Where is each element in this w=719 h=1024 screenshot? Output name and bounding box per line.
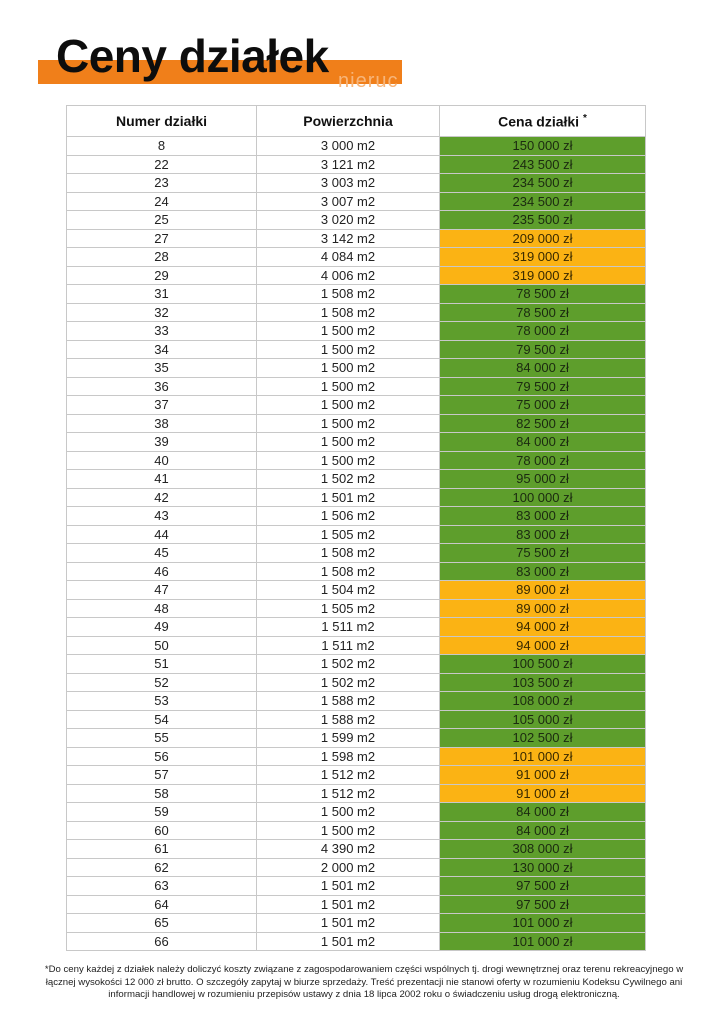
plot-number-cell: 43	[67, 507, 257, 526]
plot-number-cell: 47	[67, 581, 257, 600]
price-cell: 84 000 zł	[440, 433, 646, 452]
price-cell: 83 000 zł	[440, 507, 646, 526]
area-cell: 3 007 m2	[257, 192, 440, 211]
area-cell: 1 500 m2	[257, 377, 440, 396]
plot-number-cell: 52	[67, 673, 257, 692]
price-cell: 89 000 zł	[440, 581, 646, 600]
area-cell: 1 501 m2	[257, 914, 440, 933]
plot-number-cell: 22	[67, 155, 257, 174]
plot-number-cell: 33	[67, 322, 257, 341]
table-row	[67, 229, 646, 248]
table-row	[67, 359, 646, 378]
area-cell: 1 500 m2	[257, 821, 440, 840]
table-body	[67, 137, 646, 951]
table-row	[67, 507, 646, 526]
price-asterisk: *	[582, 112, 587, 124]
price-cell: 79 500 zł	[440, 340, 646, 359]
area-cell: 1 500 m2	[257, 322, 440, 341]
column-header-price	[440, 106, 646, 137]
plot-number-cell: 60	[67, 821, 257, 840]
plot-number-cell: 38	[67, 414, 257, 433]
price-cell: 234 500 zł	[440, 192, 646, 211]
plot-number-cell: 50	[67, 636, 257, 655]
area-cell: 1 500 m2	[257, 396, 440, 415]
plot-number-cell: 44	[67, 525, 257, 544]
area-cell: 3 020 m2	[257, 211, 440, 230]
table-row	[67, 655, 646, 674]
price-cell: 101 000 zł	[440, 747, 646, 766]
plot-number-cell: 36	[67, 377, 257, 396]
table-row	[67, 618, 646, 637]
price-cell: 84 000 zł	[440, 803, 646, 822]
price-cell: 75 000 zł	[440, 396, 646, 415]
table-row	[67, 692, 646, 711]
table-row	[67, 729, 646, 748]
table-row	[67, 895, 646, 914]
plot-number-cell: 27	[67, 229, 257, 248]
price-cell: 79 500 zł	[440, 377, 646, 396]
area-cell: 3 003 m2	[257, 174, 440, 193]
area-cell: 1 511 m2	[257, 636, 440, 655]
area-cell: 1 502 m2	[257, 470, 440, 489]
table-row	[67, 414, 646, 433]
price-cell: 78 000 zł	[440, 451, 646, 470]
price-cell: 100 500 zł	[440, 655, 646, 674]
plot-number-cell: 59	[67, 803, 257, 822]
plot-number-cell: 46	[67, 562, 257, 581]
price-cell: 150 000 zł	[440, 137, 646, 156]
area-cell: 1 500 m2	[257, 340, 440, 359]
area-cell: 1 501 m2	[257, 895, 440, 914]
price-cell: 319 000 zł	[440, 248, 646, 267]
price-cell: 97 500 zł	[440, 895, 646, 914]
page-header	[38, 28, 408, 92]
column-header-price-label: Cena działki	[498, 113, 580, 130]
price-cell: 82 500 zł	[440, 414, 646, 433]
price-cell: 234 500 zł	[440, 174, 646, 193]
table-row	[67, 433, 646, 452]
table-row	[67, 710, 646, 729]
area-cell: 1 512 m2	[257, 766, 440, 785]
area-cell: 2 000 m2	[257, 858, 440, 877]
plot-number-cell: 45	[67, 544, 257, 563]
area-cell: 1 508 m2	[257, 303, 440, 322]
table-row	[67, 581, 646, 600]
table-row	[67, 192, 646, 211]
table-row	[67, 766, 646, 785]
price-cell: 308 000 zł	[440, 840, 646, 859]
area-cell: 1 505 m2	[257, 525, 440, 544]
price-cell: 101 000 zł	[440, 932, 646, 951]
price-cell: 83 000 zł	[440, 525, 646, 544]
price-cell: 209 000 zł	[440, 229, 646, 248]
plot-number-cell: 53	[67, 692, 257, 711]
area-cell: 4 006 m2	[257, 266, 440, 285]
area-cell: 1 500 m2	[257, 803, 440, 822]
price-table	[66, 105, 646, 951]
plot-number-cell: 39	[67, 433, 257, 452]
price-cell: 89 000 zł	[440, 599, 646, 618]
plot-number-cell: 28	[67, 248, 257, 267]
area-cell: 1 501 m2	[257, 877, 440, 896]
table-row	[67, 877, 646, 896]
table-row	[67, 599, 646, 618]
area-cell: 1 502 m2	[257, 655, 440, 674]
plot-number-cell: 40	[67, 451, 257, 470]
area-cell: 1 588 m2	[257, 692, 440, 711]
table-row	[67, 248, 646, 267]
table-row	[67, 211, 646, 230]
plot-number-cell: 49	[67, 618, 257, 637]
area-cell: 1 500 m2	[257, 433, 440, 452]
plot-number-cell: 55	[67, 729, 257, 748]
plot-number-cell: 24	[67, 192, 257, 211]
plot-number-cell: 25	[67, 211, 257, 230]
area-cell: 1 501 m2	[257, 488, 440, 507]
plot-number-cell: 29	[67, 266, 257, 285]
plot-number-cell: 64	[67, 895, 257, 914]
price-cell: 91 000 zł	[440, 784, 646, 803]
table-row	[67, 377, 646, 396]
plot-number-cell: 51	[67, 655, 257, 674]
table-row	[67, 562, 646, 581]
table-row	[67, 285, 646, 304]
plot-number-cell: 41	[67, 470, 257, 489]
plot-number-cell: 48	[67, 599, 257, 618]
plot-number-cell: 42	[67, 488, 257, 507]
area-cell: 1 500 m2	[257, 359, 440, 378]
table-row	[67, 858, 646, 877]
area-cell: 1 501 m2	[257, 932, 440, 951]
price-cell: 243 500 zł	[440, 155, 646, 174]
price-cell: 84 000 zł	[440, 821, 646, 840]
price-cell: 83 000 zł	[440, 562, 646, 581]
price-cell: 78 500 zł	[440, 303, 646, 322]
price-cell: 75 500 zł	[440, 544, 646, 563]
table-row	[67, 340, 646, 359]
area-cell: 4 390 m2	[257, 840, 440, 859]
price-cell: 101 000 zł	[440, 914, 646, 933]
plot-number-cell: 8	[67, 137, 257, 156]
area-cell: 1 598 m2	[257, 747, 440, 766]
plot-number-cell: 57	[67, 766, 257, 785]
table-row	[67, 747, 646, 766]
table-row	[67, 840, 646, 859]
area-cell: 1 505 m2	[257, 599, 440, 618]
column-header-plot-number: Numer działki	[67, 106, 257, 137]
plot-number-cell: 63	[67, 877, 257, 896]
price-cell: 235 500 zł	[440, 211, 646, 230]
column-header-area: Powierzchnia	[257, 106, 440, 137]
plot-number-cell: 66	[67, 932, 257, 951]
price-cell: 97 500 zł	[440, 877, 646, 896]
page-title: Ceny działek	[56, 30, 329, 82]
plot-number-cell: 62	[67, 858, 257, 877]
table-row	[67, 636, 646, 655]
table-row	[67, 155, 646, 174]
plot-number-cell: 23	[67, 174, 257, 193]
table-row	[67, 470, 646, 489]
table-row	[67, 821, 646, 840]
area-cell: 3 000 m2	[257, 137, 440, 156]
area-cell: 4 084 m2	[257, 248, 440, 267]
title-watermark: nieruc	[338, 70, 399, 92]
table-row	[67, 525, 646, 544]
price-cell: 105 000 zł	[440, 710, 646, 729]
plot-number-cell: 65	[67, 914, 257, 933]
table-row	[67, 174, 646, 193]
plot-number-cell: 56	[67, 747, 257, 766]
area-cell: 1 599 m2	[257, 729, 440, 748]
area-cell: 1 508 m2	[257, 562, 440, 581]
price-cell: 100 000 zł	[440, 488, 646, 507]
table-row	[67, 322, 646, 341]
plot-number-cell: 61	[67, 840, 257, 859]
price-cell: 95 000 zł	[440, 470, 646, 489]
area-cell: 1 508 m2	[257, 285, 440, 304]
price-cell: 102 500 zł	[440, 729, 646, 748]
area-cell: 1 512 m2	[257, 784, 440, 803]
area-cell: 1 504 m2	[257, 581, 440, 600]
table-row	[67, 303, 646, 322]
area-cell: 1 511 m2	[257, 618, 440, 637]
area-cell: 3 142 m2	[257, 229, 440, 248]
area-cell: 1 500 m2	[257, 414, 440, 433]
price-cell: 91 000 zł	[440, 766, 646, 785]
area-cell: 1 500 m2	[257, 451, 440, 470]
table-row	[67, 932, 646, 951]
area-cell: 1 508 m2	[257, 544, 440, 563]
plot-number-cell: 54	[67, 710, 257, 729]
footnote: *Do ceny każdej z działek należy doliczyć koszty związane z zagospodarowaniem części wspólnych tj. drogi wewnętrznej oraz terenu rekreacyjnego w łącznej wysokości 12 000 zł brutto. O szczegóły zapytaj w biurze sprzedaży. Treść prezentacji nie stanowi oferty w rozumieniu Kodeksu Cywilnego ani informacji handlowej w rozumieniu przepisów ustawy z dnia 18 lipca 2002 roku o świadczeniu usług drogą elektroniczną.	[44, 964, 684, 1000]
price-cell: 130 000 zł	[440, 858, 646, 877]
table-row	[67, 396, 646, 415]
table-row	[67, 266, 646, 285]
price-cell: 94 000 zł	[440, 618, 646, 637]
price-cell: 103 500 zł	[440, 673, 646, 692]
table-row	[67, 451, 646, 470]
area-cell: 1 502 m2	[257, 673, 440, 692]
table-header-row	[67, 106, 646, 137]
plot-number-cell: 31	[67, 285, 257, 304]
table-row	[67, 803, 646, 822]
table-row	[67, 137, 646, 156]
area-cell: 1 506 m2	[257, 507, 440, 526]
price-cell: 108 000 zł	[440, 692, 646, 711]
table-row	[67, 544, 646, 563]
plot-number-cell: 35	[67, 359, 257, 378]
table-row	[67, 784, 646, 803]
price-cell: 319 000 zł	[440, 266, 646, 285]
plot-number-cell: 34	[67, 340, 257, 359]
area-cell: 1 588 m2	[257, 710, 440, 729]
plot-number-cell: 32	[67, 303, 257, 322]
table-row	[67, 488, 646, 507]
plot-number-cell: 37	[67, 396, 257, 415]
price-cell: 78 500 zł	[440, 285, 646, 304]
plot-number-cell: 58	[67, 784, 257, 803]
table-row	[67, 914, 646, 933]
price-cell: 94 000 zł	[440, 636, 646, 655]
price-cell: 78 000 zł	[440, 322, 646, 341]
area-cell: 3 121 m2	[257, 155, 440, 174]
table-row	[67, 673, 646, 692]
price-cell: 84 000 zł	[440, 359, 646, 378]
